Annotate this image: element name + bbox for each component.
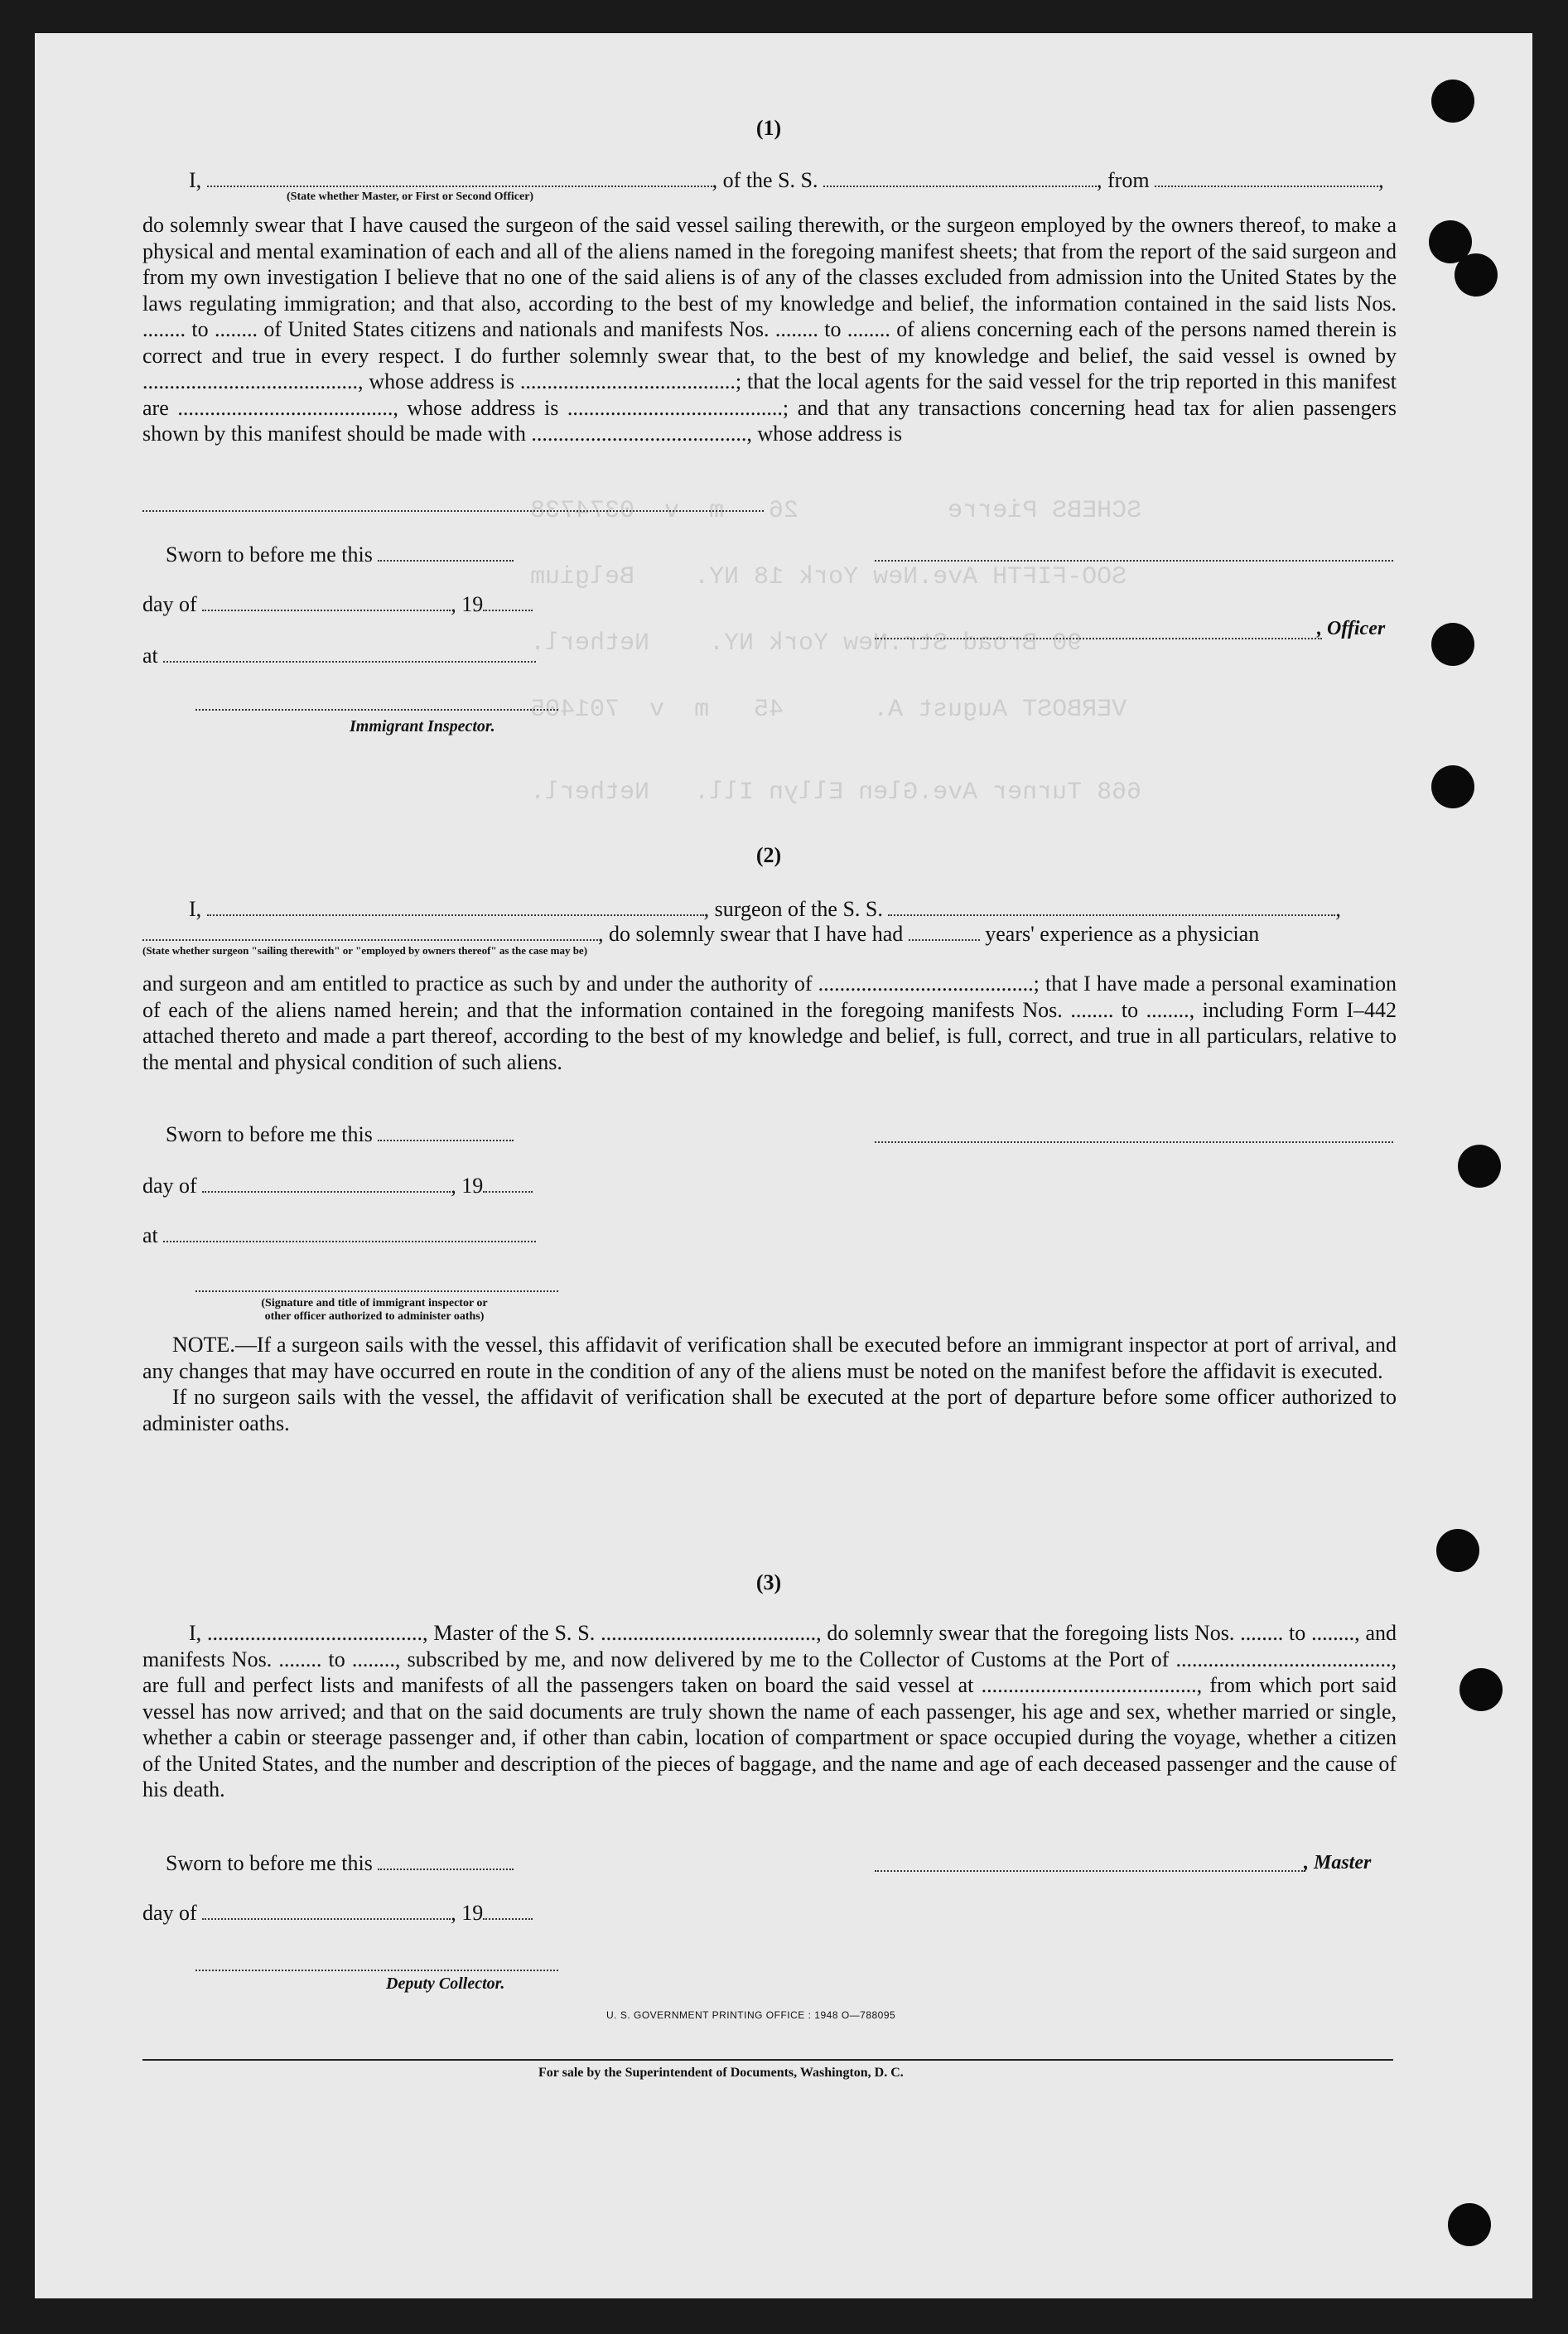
sworn-label: Sworn to before me this <box>166 543 373 567</box>
year-blank <box>483 1900 533 1920</box>
at-label: at <box>142 1223 158 1247</box>
master-caption: , Master <box>1304 1852 1372 1873</box>
sworn-line-2 <box>166 1121 514 1147</box>
port-from-blank <box>1155 167 1378 187</box>
punch-hole <box>1448 2203 1491 2246</box>
sworn-date-blank <box>378 1121 514 1141</box>
section-3-oath-text: I, ........................................, Master of the S. S. ........................................, do solemnly swear that the foregoing lists Nos. ........ to ........, and manifests Nos. ........ to ........, subscribed by me, and now delivered by me to the Collector of Customs at the Port of ........................................, are full and perfect lists and manifests of all the passengers taken on board the said vessel at ........................................, from which port said vessel has now arrived; and that on the said documents are truly shown the name of each passenger, his age and sex, whether married or single, whether a cabin or steerage passenger and, if other than cabin, location of compartment or space occupied during the voyage, whether a citizen of the United States, and the number and description of the pieces of baggage, and the name and age of each deceased passenger and the cause of his death. <box>142 1621 1397 1801</box>
swear-label: , do solemnly swear that I have had <box>598 922 904 946</box>
at-blank <box>163 1222 536 1242</box>
bleed-through-text: SOO-FIFTH Ave.New York 18 NY. Belgium <box>530 563 1127 591</box>
punch-hole <box>1458 1145 1501 1188</box>
immigrant-inspector-caption: Immigrant Inspector. <box>350 717 495 735</box>
year-label: , 19 <box>451 1901 484 1925</box>
master-signature-line <box>875 1870 1305 1872</box>
at-label: at <box>142 644 158 668</box>
footer-rule <box>142 2059 1393 2061</box>
for-sale-line: For sale by the Superintendent of Documents, Washington, D. C. <box>538 2066 904 2080</box>
day-blank <box>202 591 451 611</box>
from-label: , from <box>1097 168 1150 192</box>
punch-hole <box>1455 253 1498 297</box>
surgeon-name-line: I, , surgeon of the S. S. , <box>189 897 1341 921</box>
note-text-2: If no surgeon sails with the vessel, the affidavit of verification shall be executed at the port of departure before some officer authorized to administer oaths. <box>142 1385 1397 1435</box>
section-2-oath-text: and surgeon and am entitled to practice as such by and under the authority of ........................................; that I have made a personal examination of each of the aliens named herein; and that the information contained in the foregoing manifests Nos. ........ to ........, including Form I–442 attached thereto and made a part thereof, according to the best of my knowledge and belief, is full, correct, and true in all particulars, relative to the mental and physical condition of such aliens. <box>142 972 1397 1074</box>
at-line-2 <box>142 1222 536 1248</box>
day-line-1 <box>142 591 533 617</box>
surgeon-caption: (State whether surgeon "sailing therewith" or "employed by owners thereof" as the case may be) <box>142 944 588 957</box>
day-of-label: day of <box>142 1174 197 1198</box>
section-1-number: (1) <box>755 116 782 140</box>
year-blank <box>483 1173 533 1193</box>
sworn-line-1 <box>166 542 514 567</box>
vessel-label: , of the S. S. <box>712 168 818 192</box>
punch-hole <box>1436 1529 1479 1572</box>
day-line-2 <box>142 1173 533 1198</box>
surgeon-vessel-label: , surgeon of the S. S. <box>703 897 883 921</box>
bleed-through-text: 90 Broad Str.New York NY. Netherl. <box>530 629 1083 658</box>
printing-office-line: U. S. GOVERNMENT PRINTING OFFICE : 1948 O—788095 <box>606 2009 896 2021</box>
note-paragraph <box>142 1332 1397 1436</box>
day-of-label: day of <box>142 1901 197 1925</box>
surgeon-experience-line <box>142 921 1259 947</box>
signature-caption-line-2: other officer authorized to administer oaths) <box>264 1310 485 1323</box>
year-blank <box>483 591 533 611</box>
signature-caption <box>209 1297 540 1324</box>
at-line-1 <box>142 643 536 668</box>
bleed-through-text: 668 Turner Ave.Glen Ellyn Ill. Netherl. <box>530 779 1142 807</box>
officer-name-line: I, , of the S. S. , from , <box>189 168 1384 192</box>
surgeon-signature-line <box>875 1141 1393 1143</box>
day-blank <box>202 1900 451 1920</box>
sworn-label: Sworn to before me this <box>166 1122 373 1146</box>
year-label: , 19 <box>451 592 484 616</box>
officer-name-blank <box>207 167 712 187</box>
address-blank-line <box>142 510 764 512</box>
officer-signature-line <box>875 638 1322 639</box>
punch-hole <box>1459 1668 1503 1711</box>
years-blank <box>909 921 980 941</box>
signature-caption-line-1: (Signature and title of immigrant inspector or <box>261 1297 488 1309</box>
oath-prefix: I, <box>189 168 202 192</box>
day-line-3 <box>142 1900 533 1926</box>
vessel-name-blank <box>823 167 1097 187</box>
deputy-collector-caption: Deputy Collector. <box>386 1975 505 1993</box>
deputy-collector-signature-line <box>195 1970 558 1971</box>
officer-signature-line <box>875 560 1393 562</box>
oath-prefix: I, <box>189 897 202 921</box>
surgeon-name-blank <box>207 896 704 916</box>
day-of-label: day of <box>142 592 197 616</box>
surgeon-vessel-blank <box>888 896 1335 916</box>
note-text-1: NOTE.—If a surgeon sails with the vessel, this affidavit of verification shall be executed before an immigrant inspector at port of arrival, and any changes that may have occurred en route in the condition of any of the aliens must be noted on the manifest before the affidavit is executed. <box>142 1333 1397 1383</box>
authorized-officer-signature-line <box>195 1290 558 1292</box>
bleed-through-text: SCHEBS Pierre 26 m v 0374738 <box>530 497 1142 525</box>
officer-caption: (State whether Master, or First or Second Officer) <box>287 190 534 203</box>
sworn-line-3 <box>166 1850 514 1876</box>
bleed-through-text: VERBOST August A. 45 m v 701405 <box>530 696 1127 724</box>
at-blank <box>163 643 536 663</box>
punch-hole <box>1431 623 1474 666</box>
section-3-number: (3) <box>755 1570 782 1594</box>
officer-caption-label: , Officer <box>1317 618 1386 639</box>
punch-hole <box>1431 80 1474 123</box>
day-blank <box>202 1173 451 1193</box>
section-1-oath-text: do solemnly swear that I have caused the surgeon of the said vessel sailing therewith, or the surgeon employed by the owners thereof, to make a physical and mental examination of each and all of the aliens named in the foregoing manifest sheets; that from the report of the said surgeon and from my own investigation I believe that no one of the said aliens is of any of the classes excluded from admission into the United States by the laws regulating immigration; and that also, according to the best of my knowledge and belief, the information contained in the said lists Nos. ........ to ........ of United States citizens and nationals and manifests Nos. ........ to ........ of aliens concerning each of the persons named therein is correct and true in every respect. I do further solemnly swear that, to the best of my knowledge and belief, the said vessel is owned by ........................................, whose address is ........................................; that the local agents for the said vessel for the trip reported in this manifest are ........................................, whose address is ........................................; and that any transactions concerning head tax for alien passengers shown by this manifest should be made with ........................................, whose address is <box>142 213 1397 446</box>
inspector-signature-line <box>195 709 558 711</box>
surgeon-status-blank <box>142 921 598 941</box>
sworn-date-blank <box>378 542 514 562</box>
years-label: years' experience as a physician <box>985 922 1260 946</box>
section-2-number: (2) <box>755 843 782 867</box>
sworn-date-blank <box>378 1850 514 1870</box>
year-label: , 19 <box>451 1174 484 1198</box>
sworn-label: Sworn to before me this <box>166 1851 373 1875</box>
punch-hole <box>1431 765 1474 808</box>
